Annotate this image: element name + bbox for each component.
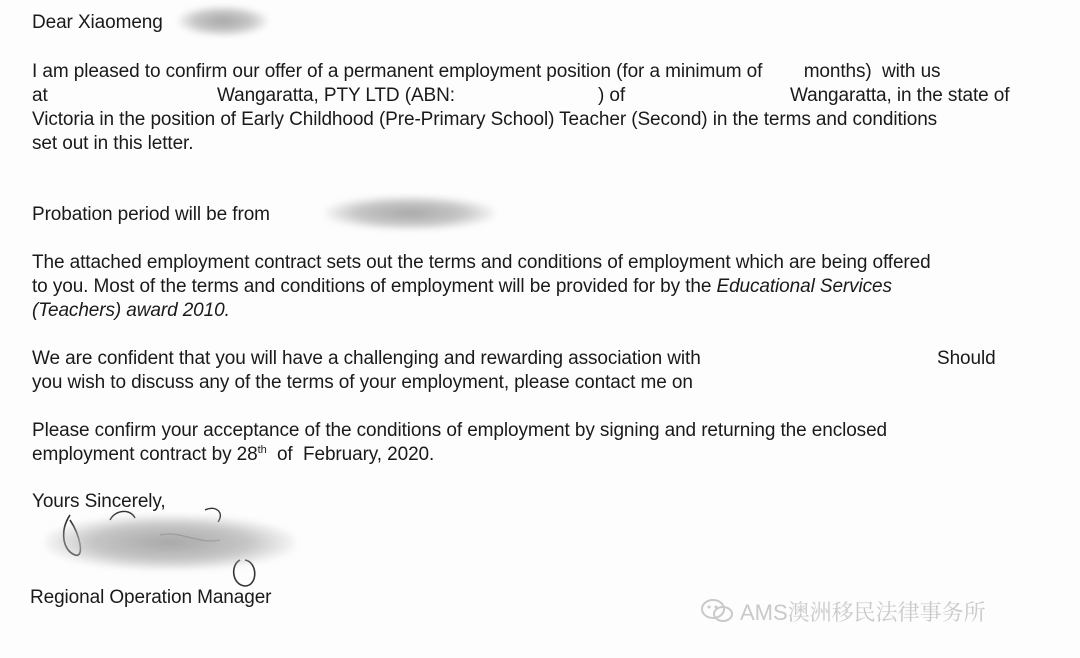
award-name: Educational Services	[716, 276, 892, 297]
p4-line1: Please confirm your acceptance of the conditions of employment by signing and returning the enclosed	[32, 420, 888, 441]
p2-line2	[32, 275, 892, 298]
p1-line2-at: at	[32, 85, 48, 106]
p4-line2	[32, 443, 434, 466]
p1-line4: set out in this letter.	[32, 133, 194, 154]
probation-line: Probation period will be from	[32, 204, 270, 225]
closing: Yours Sincerely,	[32, 491, 166, 512]
salutation: Dear Xiaomeng	[32, 12, 163, 33]
p1-line2-company: Wangaratta, PTY LTD (ABN:	[217, 85, 455, 106]
p3-line2: you wish to discuss any of the terms of your employment, please contact me on	[32, 372, 693, 393]
p1-line3: Victoria in the position of Early Childhood (Pre-Primary School) Teacher (Second) in the terms and conditions	[32, 109, 938, 130]
p1-line2-of: ) of	[598, 85, 626, 106]
p1-line1: I am pleased to confirm our offer of a permanent employment position (for a minimum of months) with us	[32, 61, 941, 82]
date-suffix: th	[257, 444, 267, 456]
redacted-signatory-name	[45, 515, 295, 570]
p4-line2-text: employment contract by 28	[32, 444, 258, 465]
wechat-icon	[700, 598, 734, 630]
watermark	[700, 596, 986, 630]
p2-line3: (Teachers) award 2010.	[32, 300, 230, 321]
watermark-text: AMS澳洲移民法律事务所	[740, 600, 986, 625]
p3-line1: We are confident that you will have a challenging and rewarding association with	[32, 348, 701, 369]
signatory-title: Regional Operation Manager	[30, 587, 272, 608]
p2-line2-text: to you. Most of the terms and conditions of employment will be provided for by the	[32, 276, 717, 297]
redacted-probation-date	[325, 196, 495, 230]
p1-line2-state: Wangaratta, in the state of	[790, 85, 1010, 106]
p4-line2-date: of February, 2020.	[266, 444, 435, 465]
redacted-surname	[178, 6, 268, 36]
p3-line1-should: Should	[937, 348, 996, 369]
p2-line1: The attached employment contract sets out the terms and conditions of employment which are being offered	[32, 252, 931, 273]
